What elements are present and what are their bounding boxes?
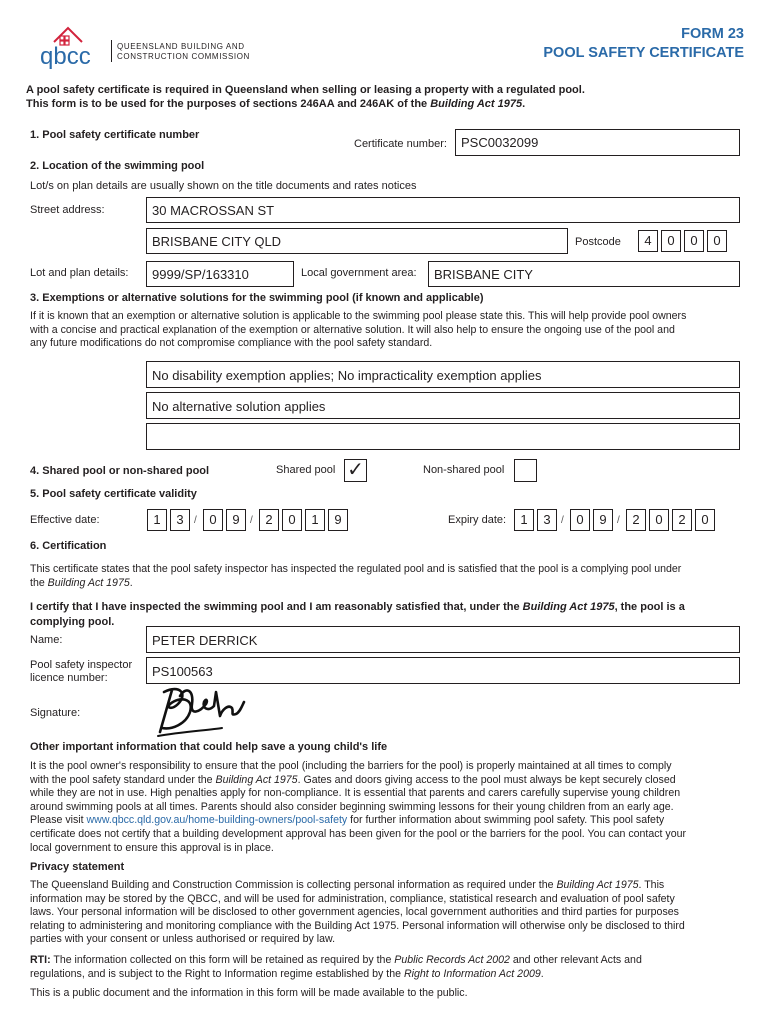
certify-statement: I certify that I have inspected the swimming pool and I am reasonably satisfied that, under the Building Act 1975, the pool is a complying pool. — [30, 601, 685, 628]
digit-box[interactable]: 0 — [695, 509, 715, 531]
form-number: FORM 23 — [681, 26, 744, 42]
logo-divider — [111, 40, 112, 62]
street-address-field-1[interactable]: 30 MACROSSAN ST — [146, 197, 740, 223]
logo-org-name: QUEENSLAND BUILDING AND CONSTRUCTION COMMISSION — [117, 42, 250, 61]
check-icon: ✓ — [347, 459, 364, 481]
non-shared-pool-checkbox[interactable] — [514, 459, 537, 482]
lot-plan-label: Lot and plan details: — [30, 267, 129, 279]
digit-box[interactable]: 2 — [259, 509, 279, 531]
non-shared-pool-label: Non-shared pool — [423, 464, 505, 476]
digit-box[interactable]: 2 — [626, 509, 646, 531]
section2-heading: 2. Location of the swimming pool — [30, 160, 205, 172]
digit-box[interactable]: 4 — [638, 230, 658, 252]
digit-box[interactable]: 9 — [226, 509, 246, 531]
digit-box[interactable]: 1 — [305, 509, 325, 531]
certification-paragraph: This certificate states that the pool safety inspector has inspected the regulated pool and is satisfied that the pool is a complying pool under the Building Act 1975. — [30, 563, 682, 589]
lot-plan-field[interactable]: 9999/SP/163310 — [146, 261, 294, 287]
form-title: POOL SAFETY CERTIFICATE — [543, 45, 744, 61]
signature-image — [150, 682, 250, 742]
other-info-heading: Other important information that could help save a young child's life — [30, 741, 388, 753]
licence-number-label: Pool safety inspector licence number: — [30, 659, 133, 684]
shared-pool-label: Shared pool — [276, 464, 336, 476]
digit-box[interactable]: 0 — [649, 509, 669, 531]
date-separator: / — [617, 515, 620, 526]
rti-paragraph: RTI: The information collected on this form will be retained as required by the Public Records Act 2002 and other relevant Acts and regulations, and is subject to the Right to Information regime established by the Right to Information Act 2009. — [30, 954, 642, 980]
digit-box[interactable]: 0 — [203, 509, 223, 531]
shared-pool-checkbox[interactable] — [344, 459, 367, 482]
digit-box[interactable]: 0 — [570, 509, 590, 531]
digit-box[interactable]: 0 — [661, 230, 681, 252]
effective-date-label: Effective date: — [30, 514, 100, 526]
exemption-field-2[interactable]: No alternative solution applies — [146, 392, 740, 419]
inspector-name-label: Name: — [30, 634, 63, 646]
house-icon — [38, 20, 118, 74]
street-address-label: Street address: — [30, 204, 105, 216]
postcode-label: Postcode — [575, 236, 621, 248]
licence-number-field[interactable]: PS100563 — [146, 657, 740, 684]
certificate-number-label: Certificate number: — [354, 138, 447, 150]
digit-box[interactable]: 3 — [537, 509, 557, 531]
form-header — [543, 25, 744, 63]
digit-box[interactable]: 0 — [684, 230, 704, 252]
section1-heading: 1. Pool safety certificate number — [30, 129, 200, 141]
section3-heading: 3. Exemptions or alternative solutions for the swimming pool (if known and applicable) — [30, 292, 484, 304]
date-separator: / — [250, 515, 253, 526]
digit-box[interactable]: 2 — [672, 509, 692, 531]
expiry-date-label: Expiry date: — [448, 514, 507, 526]
certificate-number-field[interactable]: PSC0032099 — [455, 129, 740, 156]
section3-paragraph: If it is known that an exemption or alternative solution is applicable to the swimming pool please state this. This will help provide pool owners with a concise and practical explanation of the exemption or alternative solution. It will also help to ensure the ongoing use of the pool and any future modifications do not compromise compliance with the pool safety standard. — [30, 310, 687, 350]
street-address-field-2[interactable]: BRISBANE CITY QLD — [146, 228, 568, 254]
privacy-heading: Privacy statement — [30, 861, 125, 873]
section5-heading: 5. Pool safety certificate validity — [30, 488, 197, 500]
digit-box[interactable]: 0 — [282, 509, 302, 531]
date-separator: / — [561, 515, 564, 526]
privacy-paragraph: The Queensland Building and Construction Commission is collecting personal information as required under the Building Act 1975. This information may be stored by the QBCC, and will be used for administration, compliance, statistical research and evaluation of pool safety laws. Your personal information will be disclosed to other government agencies, local government authorities and third parties for purposes relating to administering and monitoring compliance with the Building Act 1975. Personal information will otherwise only be disclosed to third parties with your consent or unless authorised or required by law. — [30, 879, 685, 946]
digit-box[interactable]: 9 — [593, 509, 613, 531]
digit-box[interactable]: 1 — [147, 509, 167, 531]
digit-box[interactable]: 3 — [170, 509, 190, 531]
local-government-field[interactable]: BRISBANE CITY — [428, 261, 740, 287]
digit-box[interactable]: 9 — [328, 509, 348, 531]
inspector-name-field[interactable]: PETER DERRICK — [146, 626, 740, 653]
pool-safety-link[interactable]: www.qbcc.qld.gov.au/home-building-owners/pool-safety — [86, 814, 348, 827]
public-document-note: This is a public document and the information in this form will be made available to the public. — [30, 987, 468, 999]
section6-heading: 6. Certification — [30, 540, 107, 552]
local-government-label: Local government area: — [301, 267, 417, 279]
signature-label: Signature: — [30, 707, 81, 719]
section2-note: Lot/s on plan details are usually shown on the title documents and rates notices — [30, 180, 417, 192]
qbcc-logo — [38, 20, 248, 74]
exemption-field-1[interactable]: No disability exemption applies; No impracticality exemption applies — [146, 361, 740, 388]
date-separator: / — [194, 515, 197, 526]
intro-text: A pool safety certificate is required in Queensland when selling or leasing a property with a regulated pool. This form is to be used for the purposes of sections 246AA and 246AK of the Building Act 1975. — [26, 84, 585, 110]
logo-brand: qbcc — [40, 43, 91, 70]
exemption-field-3[interactable] — [146, 423, 740, 450]
digit-box[interactable]: 1 — [514, 509, 534, 531]
section4-heading: 4. Shared pool or non-shared pool — [30, 465, 210, 477]
digit-box[interactable]: 0 — [707, 230, 727, 252]
other-info-paragraph: It is the pool owner's responsibility to ensure that the pool (including the barriers for the pool) is properly maintained at all times to comply with the pool safety standard under the Building Act 1975. Gates and doors giving access to the pool must always be kept securely closed while they are not in use. High penalties apply for non-compliance. It is essential that parents and carers carefully supervise young children around swimming pools at all times. Parents should also consider beginning swimming lessons for their young children from an early age. Please visit www.qbcc.qld.gov.au/home-building-owners/pool-safety for further information about swimming pool safety. This pool safety certificate does not certify that a building development approval has been given for the pool or the barriers for the pool. You can contact your local government to ensure this approval is in place. — [30, 760, 687, 854]
